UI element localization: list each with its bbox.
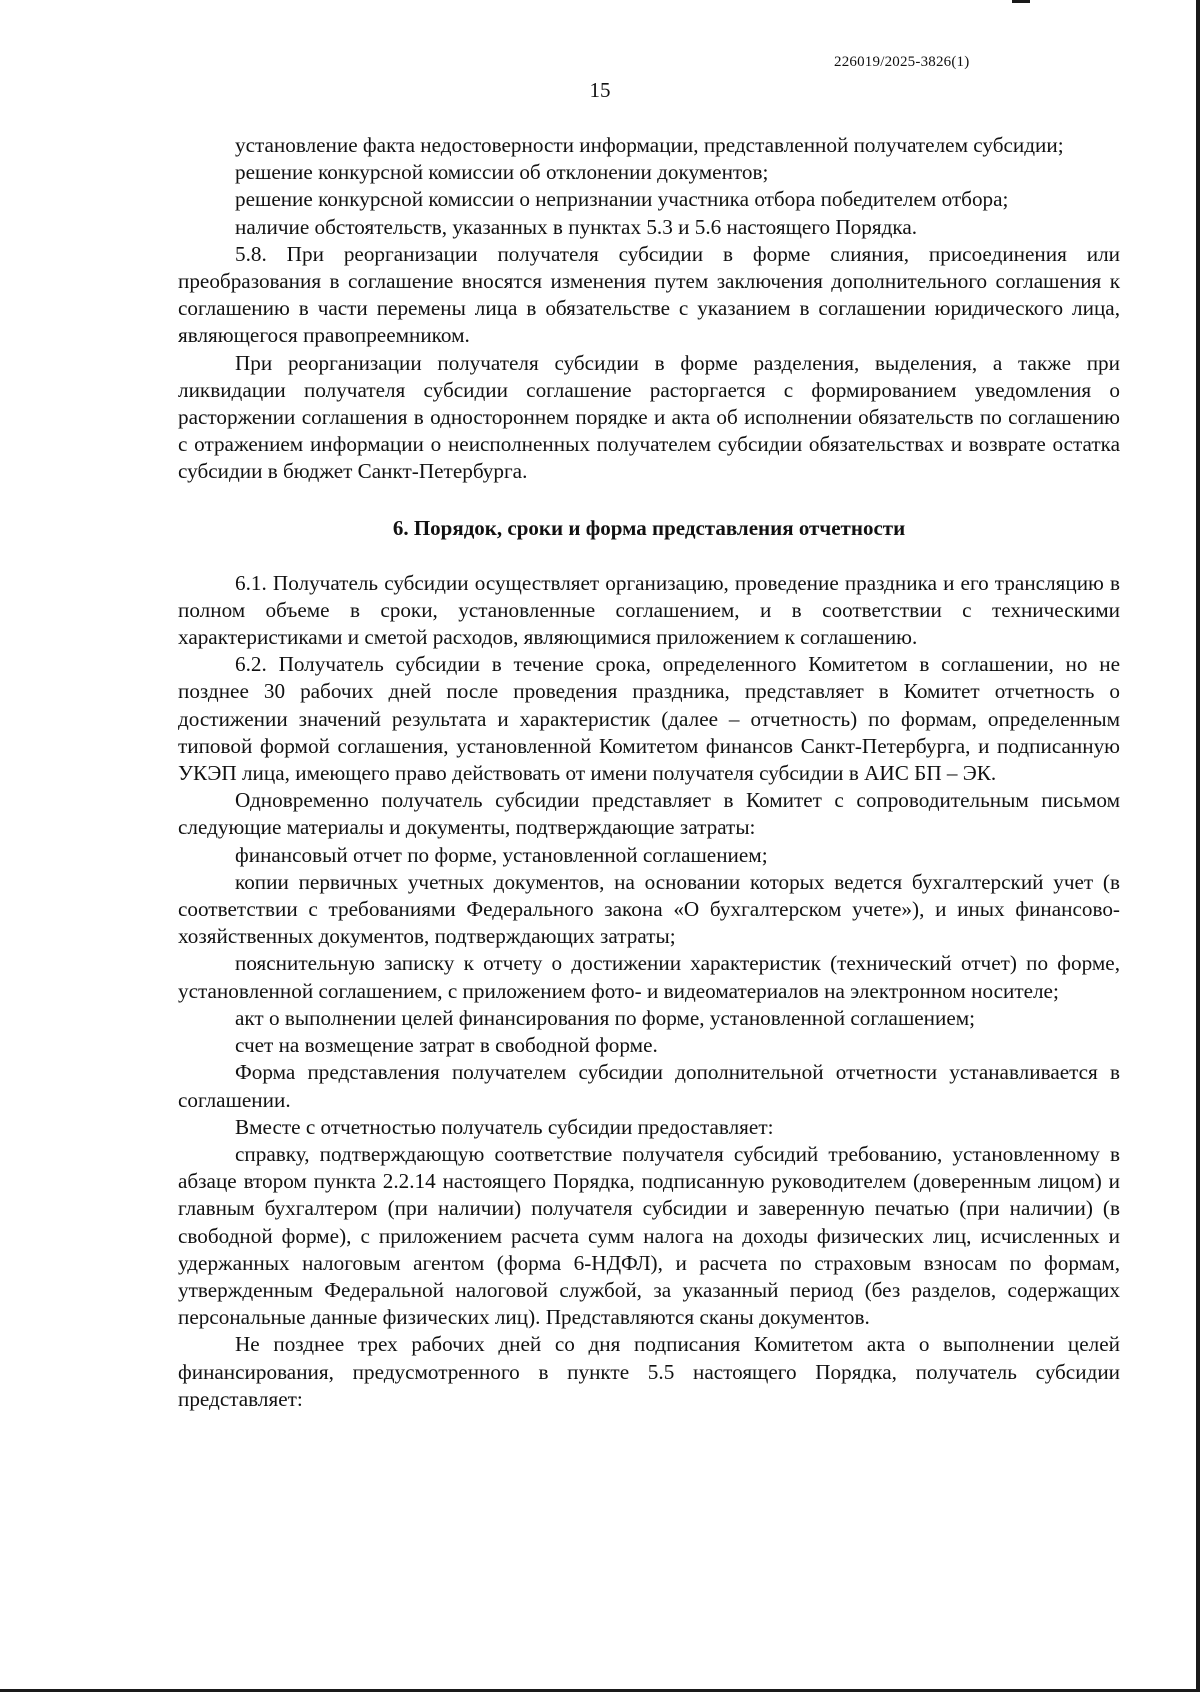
paragraph: Одновременно получатель субсидии представляет в Комитет с сопроводительным письмом следующие материалы и документы, подтверждающие затраты: <box>178 788 1120 840</box>
registration-number: 226019/2025-3826(1) <box>834 54 970 70</box>
paragraph: решение конкурсной комиссии о непризнании участника отбора победителем отбора; <box>235 187 1009 212</box>
paragraph: 6.2. Получатель субсидии в течение срока, определенного Комитетом в соглашении, но не позднее 30 рабочих дней после проведения праздника, представляет в Комитет отчетность о достижении значений результата и характеристик (далее – отчетность) по формам, определенным типовой формой соглашения, установленной Комитетом финансов Санкт-Петербурга, и подписанную УКЭП лица, имеющего право действовать от имени получателя субсидии в АИС БП – ЭК. <box>178 652 1120 786</box>
paragraph: Вместе с отчетностью получатель субсидии предоставляет: <box>235 1114 774 1139</box>
paragraph: счет на возмещение затрат в свободной форме. <box>235 1033 658 1058</box>
paragraph: Не позднее трех рабочих дней со дня подписания Комитетом акта о выполнении целей финансирования, предусмотренного в пункте 5.5 настоящего Порядка, получатель субсидии представляет: <box>178 1332 1120 1411</box>
paragraph: 5.8. При реорганизации получателя субсидии в форме слияния, присоединения или преобразования в соглашение вносятся изменения путем заключения дополнительного соглашения к соглашению в части перемены лица в обязательстве с указанием в соглашении юридического лица, являющегося правопреемником. <box>178 241 1120 348</box>
paragraph: решение конкурсной комиссии об отклонении документов; <box>235 160 769 185</box>
paragraph: установление факта недостоверности информации, представленной получателем субсидии; <box>235 133 1064 157</box>
paragraph: наличие обстоятельств, указанных в пунктах 5.3 и 5.6 настоящего Порядка. <box>235 214 918 239</box>
section-heading: 6. Порядок, сроки и форма представления отчетности <box>392 515 906 540</box>
paragraph: 6.1. Получатель субсидии осуществляет организацию, проведение праздника и его трансляцию в полном объеме в сроки, установленные соглашением, и в соответствии с техническими характеристиками и сметой расходов, являющимися приложением к соглашению. <box>178 570 1120 650</box>
paragraph: пояснительную записку к отчету о достижении характеристик (технический отчет) по форме, установленной соглашением, с приложением фото- и видеоматериалов на электронном носителе; <box>178 951 1120 1003</box>
paragraph: акт о выполнении целей финансирования по форме, установленной соглашением; <box>235 1005 976 1030</box>
paragraph: копии первичных учетных документов, на основании которых ведется бухгалтерский учет (в соответствии с требованиями Федерального закона «О бухгалтерском учете»), и иных финансово-хозяйственных документов, подтверждающих затраты; <box>178 869 1120 949</box>
scan-edge-right <box>1196 0 1200 1692</box>
paragraph: Форма представления получателем субсидии дополнительной отчетности устанавливается в соглашении. <box>178 1060 1120 1112</box>
paragraph: справку, подтверждающую соответствие получателя субсидий требованию, установленному в абзаце втором пункта 2.2.14 настоящего Порядка, подписанную руководителем (доверенным лицом) и главным бухгалтером (при наличии) получателя субсидии и заверенную печатью (при наличии) (в свободной форме), с приложением расчета сумм налога на доходы физических лиц, исчисленных и удержанных налоговым агентом (форма 6-НДФЛ), и расчета по страховым взносам по формам, утвержденным Федеральной налоговой службой, за указанный период (без разделов, содержащих персональные данные физических лиц). Представляются сканы документов. <box>178 1141 1120 1330</box>
paragraph: финансовый отчет по форме, установленной соглашением; <box>235 842 768 867</box>
scan-edge-mark <box>1012 0 1030 3</box>
paragraph: При реорганизации получателя субсидии в форме разделения, выделения, а также при ликвидации получателя субсидии соглашение расторгается с формированием уведомления о расторжении соглашения в одностороннем порядке и акта об исполнении обязательств по соглашению с отражением информации о неисполненных получателем субсидии обязательствах и возврате остатка субсидии в бюджет Санкт-Петербурга. <box>178 350 1120 484</box>
document-body <box>178 132 1120 1413</box>
page-number: 15 <box>589 78 611 102</box>
